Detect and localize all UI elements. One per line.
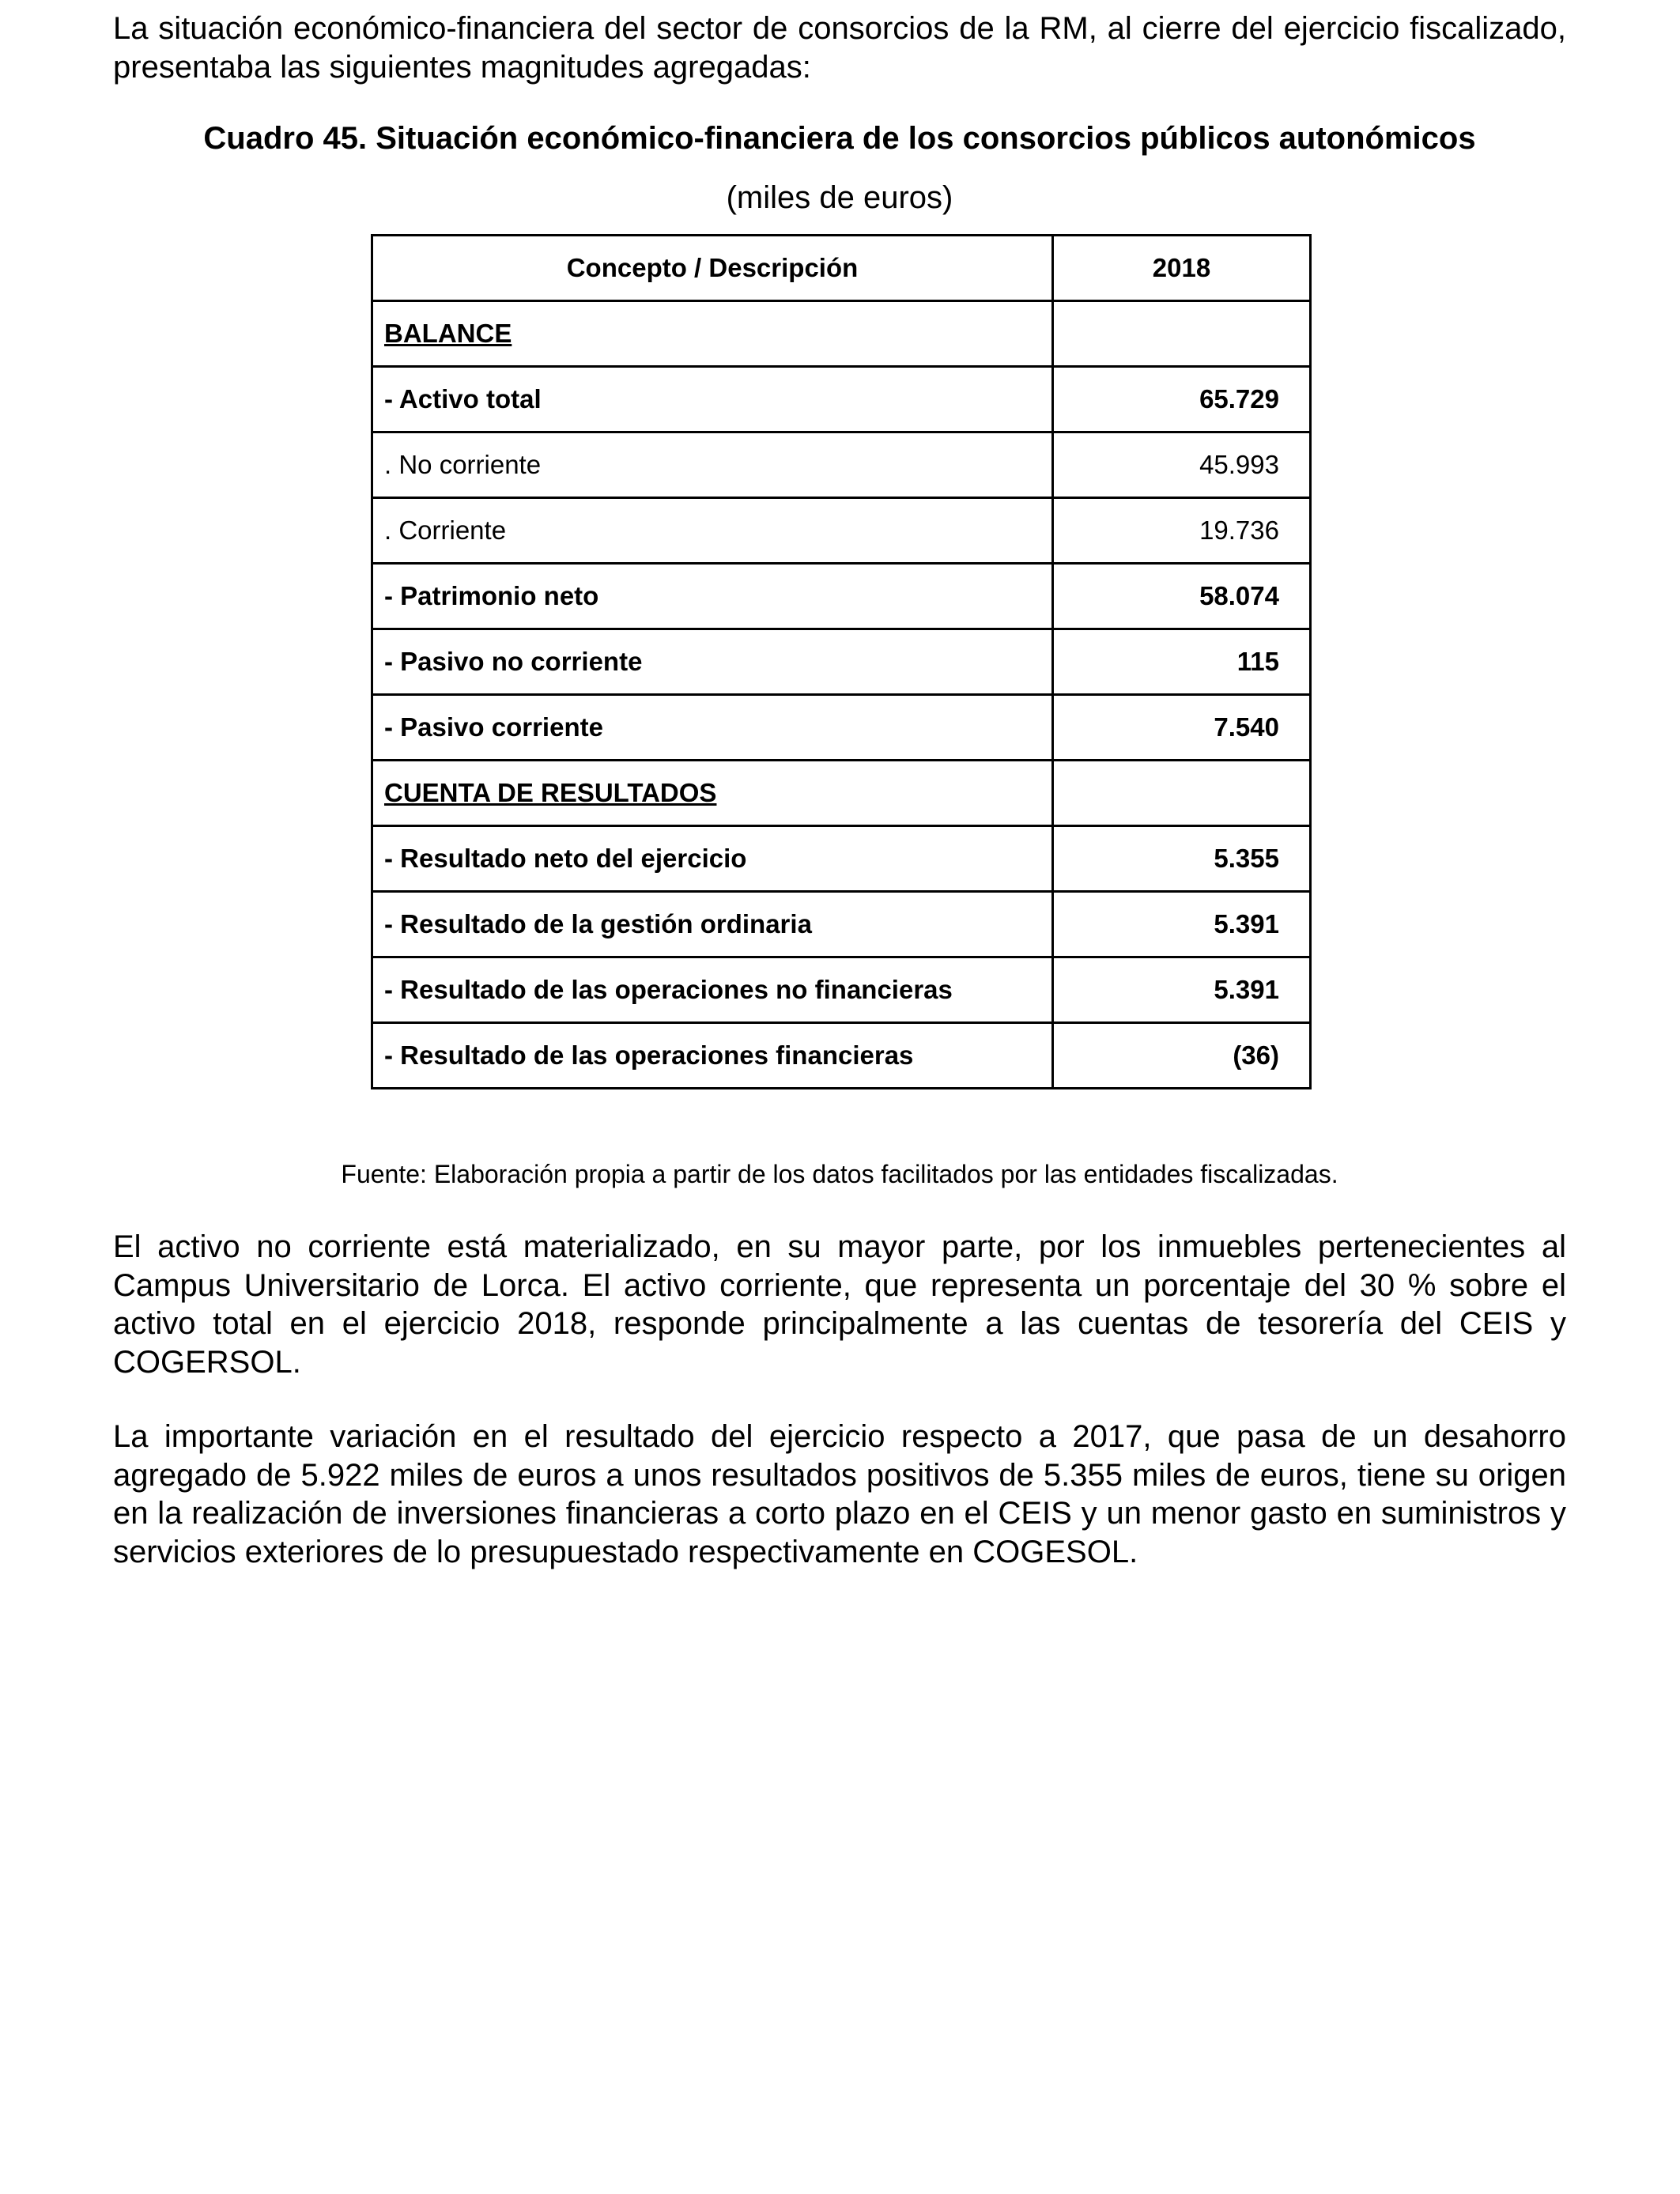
table-row <box>372 761 1311 826</box>
row-value: 58.074 <box>1053 564 1311 629</box>
table-row <box>372 957 1311 1023</box>
row-value: 19.736 <box>1053 498 1311 564</box>
row-value: 5.391 <box>1053 892 1311 957</box>
table-caption-title: Cuadro 45. Situación económico-financiera de los consorcios públicos autonómicos <box>203 121 1476 156</box>
table-row <box>372 301 1311 367</box>
row-label-activo-total: - Activo total <box>372 367 1053 432</box>
row-label-pasivo-no-corriente: - Pasivo no corriente <box>372 629 1053 695</box>
row-value <box>1053 761 1311 826</box>
row-value: 65.729 <box>1053 367 1311 432</box>
table-row <box>372 1023 1311 1089</box>
row-value: 7.540 <box>1053 695 1311 761</box>
row-value <box>1053 301 1311 367</box>
table-row <box>372 892 1311 957</box>
row-value: (36) <box>1053 1023 1311 1089</box>
row-label-corriente: . Corriente <box>372 498 1053 564</box>
table-row <box>372 498 1311 564</box>
table-source-note: Fuente: Elaboración propia a partir de los datos facilitados por las entidades fiscalizadas. <box>341 1160 1338 1188</box>
row-label-operaciones-financieras: - Resultado de las operaciones financieras <box>372 1023 1053 1089</box>
table-row <box>372 695 1311 761</box>
row-label-operaciones-no-financieras: - Resultado de las operaciones no financieras <box>372 957 1053 1023</box>
row-value: 5.391 <box>1053 957 1311 1023</box>
table-row <box>372 432 1311 498</box>
row-value: 115 <box>1053 629 1311 695</box>
row-label-cuenta-resultados: CUENTA DE RESULTADOS <box>372 761 1053 826</box>
body-paragraph-activo: El activo no corriente está materializado, en su mayor parte, por los inmuebles pertenecientes al Campus Universitario de Lorca. El activo corriente, que representa un porcentaje del 30 % sobre el activo total en el ejercicio 2018, responde principalmente a las cuentas de tesorería del CEIS y COGERSOL. <box>113 1229 1566 1380</box>
row-value: 45.993 <box>1053 432 1311 498</box>
financial-table <box>371 234 1312 1089</box>
header-year: 2018 <box>1053 236 1311 301</box>
row-label-balance: BALANCE <box>372 301 1053 367</box>
intro-paragraph: La situación económico-financiera del sector de consorcios de la RM, al cierre del ejercicio fiscalizado, presentaba las siguientes magnitudes agregadas: <box>113 11 1566 85</box>
header-concepto: Concepto / Descripción <box>372 236 1053 301</box>
table-caption-units: (miles de euros) <box>726 180 953 215</box>
row-label-resultado-neto: - Resultado neto del ejercicio <box>372 826 1053 892</box>
table-row <box>372 826 1311 892</box>
row-label-pasivo-corriente: - Pasivo corriente <box>372 695 1053 761</box>
table-header-row <box>372 236 1311 301</box>
table-row <box>372 629 1311 695</box>
row-label-gestion-ordinaria: - Resultado de la gestión ordinaria <box>372 892 1053 957</box>
row-value: 5.355 <box>1053 826 1311 892</box>
table-row <box>372 367 1311 432</box>
row-label-patrimonio-neto: - Patrimonio neto <box>372 564 1053 629</box>
table-row <box>372 564 1311 629</box>
body-paragraph-resultado: La importante variación en el resultado del ejercicio respecto a 2017, que pasa de un desahorro agregado de 5.922 miles de euros a unos resultados positivos de 5.355 miles de euros, tiene su origen en la realización de inversiones financieras a corto plazo en el CEIS y un menor gasto en suministros y servicios exteriores de lo presupuestado respectivamente en COGESOL. <box>113 1419 1566 1569</box>
row-label-no-corriente: . No corriente <box>372 432 1053 498</box>
